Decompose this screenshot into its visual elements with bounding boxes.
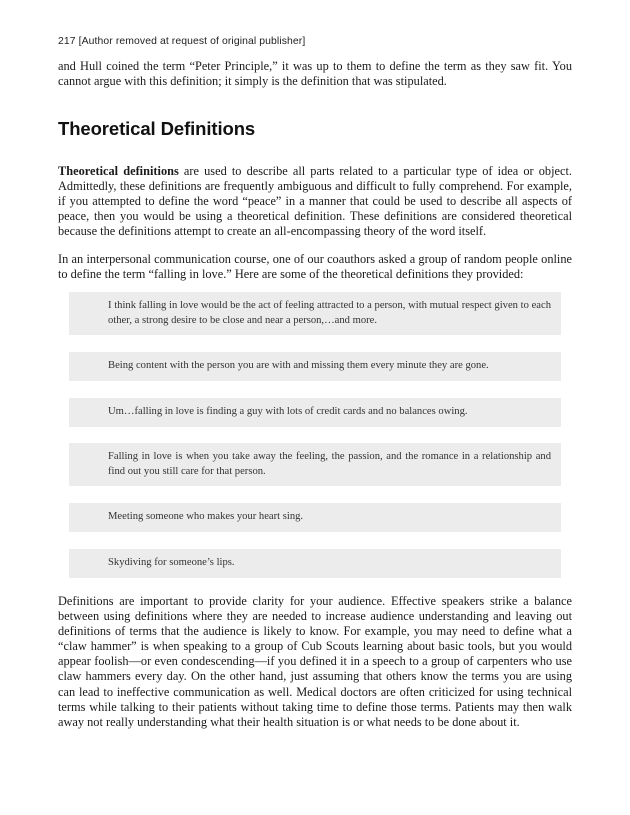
quote-text: Skydiving for someone’s lips. [108,557,235,569]
running-header [58,36,305,47]
section-title: Theoretical Definitions [58,118,256,139]
running-title: [Author removed at request of original publisher] [78,36,306,47]
closing-paragraph: Definitions are important to provide clarity for your audience. Effective speakers strike a balance between using definitions where they are needed to increase audience understanding and leaving out definitions of terms that the audience is likely to know. For example, you may need to define what a “claw hammer” is when speaking to a group of Cub Scouts learning about basic tools, but you would appear foolish—or even condescending—if you defined it in a speech to a group of carpenters who use claw hammers every day. On the other hand, just assuming that others know the terms you are using can lead to ineffective communication as well. Medical doctors are often criticized for using technical terms while talking to their patients without taking time to define those terms. Patients may then walk away not really understanding what their health situation is or what needs to be done about it. [58,594,572,729]
quote-block [69,443,561,486]
quote-block [69,503,561,532]
theoretical-definitions-paragraph [58,164,572,239]
quote-text: Falling in love is when you take away the feeling, the passion, and the romance in a relationship and find out you still care for that person. [108,451,551,477]
quote-block [69,352,561,381]
quote-block [69,398,561,427]
paragraph-text: are used to describe all parts related to a particular type of idea or object. Admittedly, these definitions are frequently ambiguous and difficult to fully comprehend. For example, if you attempted to define the word “peace” in a manner that could be used to describe all aspects of peace, then you would be using a theoretical definition. These definitions are considered theoretical because the definitions attempt to create an all-encompassing theory of the word itself. [58,164,572,239]
term-theoretical-definitions: Theoretical definitions [58,164,179,178]
quote-text: Um…falling in love is finding a guy with lots of credit cards and no balances owing. [108,406,468,418]
page-number: 217 [58,36,76,47]
quote-block [69,549,561,578]
quote-text: Being content with the person you are with and missing them every minute they are gone. [108,360,489,372]
quote-text: I think falling in love would be the act of feeling attracted to a person, with mutual respect given to each other, a strong desire to be close and near a person,…and more. [108,300,551,326]
quote-block [69,292,561,335]
quote-text: Meeting someone who makes your heart sing. [108,511,304,523]
intro-paragraph: and Hull coined the term “Peter Principle,” it was up to them to define the term as they saw fit. You cannot argue with this definition; it simply is the definition that was stipulated. [58,59,572,89]
coauthor-paragraph: In an interpersonal communication course, one of our coauthors asked a group of random people online to define the term “falling in love.” Here are some of the theoretical definitions they provided: [58,252,572,282]
